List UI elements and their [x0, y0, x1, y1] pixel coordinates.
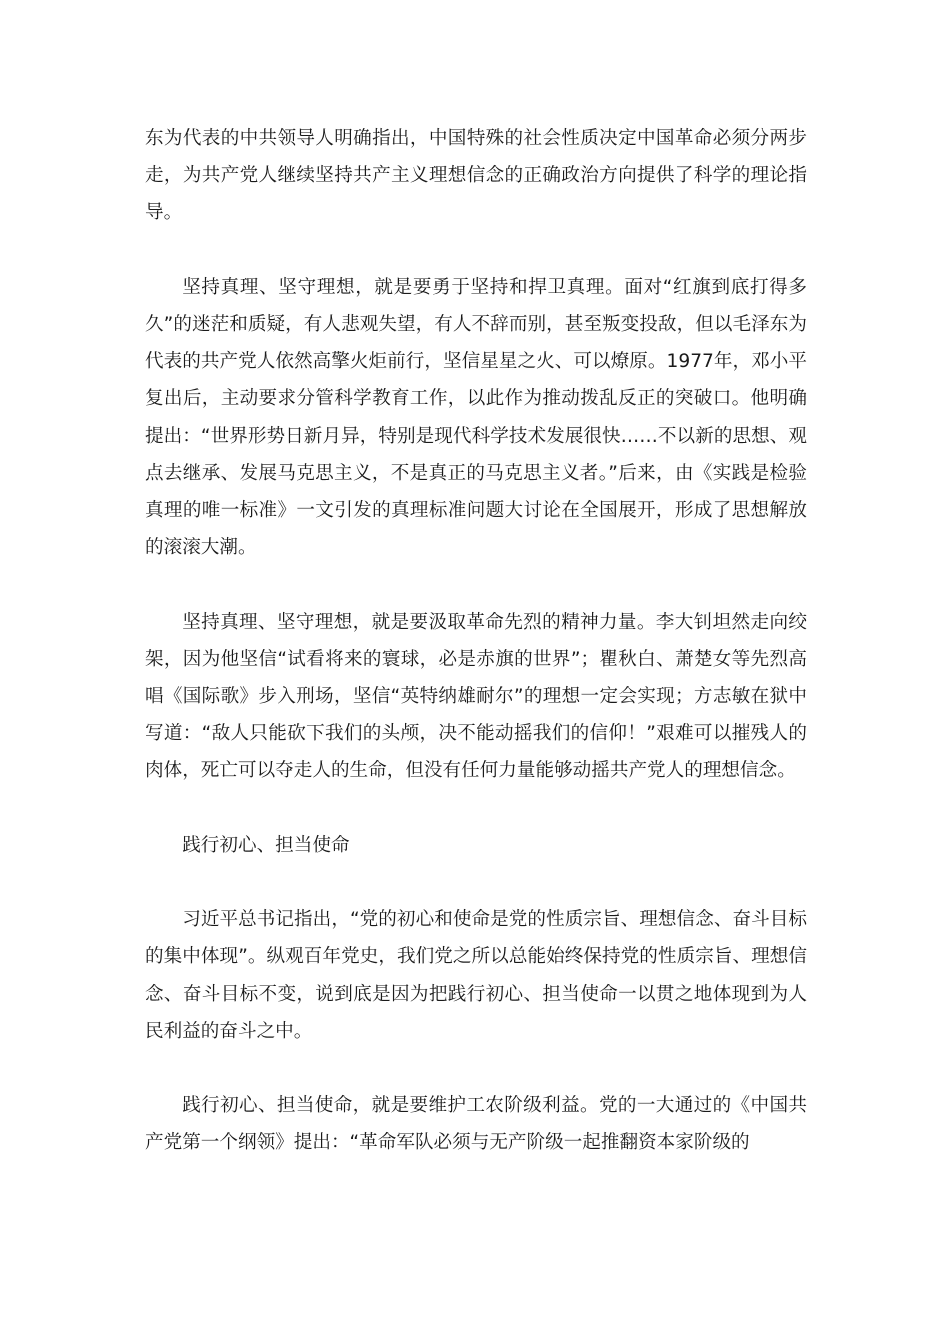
section-heading: 践行初心、担当使命 — [182, 834, 350, 856]
document-body — [145, 120, 807, 1162]
paragraph-continued: 东为代表的中共领导人明确指出，中国特殊的社会性质决定中国革命必须分两步走，为共产党人继续坚持共产主义理想信念的正确政治方向提供了科学的理论指导。 — [145, 128, 807, 224]
paragraph-original-aspiration: 习近平总书记指出，“党的初心和使命是党的性质宗旨、理想信念、奋斗目标的集中体现”。纵观百年党史，我们党之所以总能始终保持党的性质宗旨、理想信念、奋斗目标不变，说到底是因为把践行初心、担当使命一以贯之地体现到为人民利益的奋斗之中。 — [145, 909, 807, 1042]
paragraph-martyrs: 坚持真理、坚守理想，就是要汲取革命先烈的精神力量。李大钊坦然走向绞架，因为他坚信“试看将来的寰球，必是赤旗的世界”；瞿秋白、萧楚女等先烈高唱《国际歌》步入刑场，坚信“英特纳雄耐尔”的理想一定会实现；方志敏在狱中写道：“敌人只能砍下我们的头颅，决不能动摇我们的信仰！”艰难可以摧残人的肉体，死亡可以夺走人的生命，但没有任何力量能够动摇共产党人的理想信念。 — [145, 611, 807, 782]
paragraph-truth: 坚持真理、坚守理想，就是要勇于坚持和捍卫真理。面对“红旗到底打得多久”的迷茫和质疑，有人悲观失望，有人不辞而别，甚至叛变投敌，但以毛泽东为代表的共产党人依然高擎火炬前行，坚信星星之火、可以燎原。1977年，邓小平复出后，主动要求分管科学教育工作，以此作为推动拨乱反正的突破口。他明确提出：“世界形势日新月异，特别是现代科学技术发展很快……不以新的思想、观点去继承、发展马克思主义，不是真正的马克思主义者。”后来，由《实践是检验真理的唯一标准》一文引发的真理标准问题大讨论在全国展开，形成了思想解放的滚滚大潮。 — [145, 276, 807, 559]
paragraph-worker-peasant: 践行初心、担当使命，就是要维护工农阶级利益。党的一大通过的《中国共产党第一个纲领》提出：“革命军队必须与无产阶级一起推翻资本家阶级的 — [145, 1095, 807, 1154]
